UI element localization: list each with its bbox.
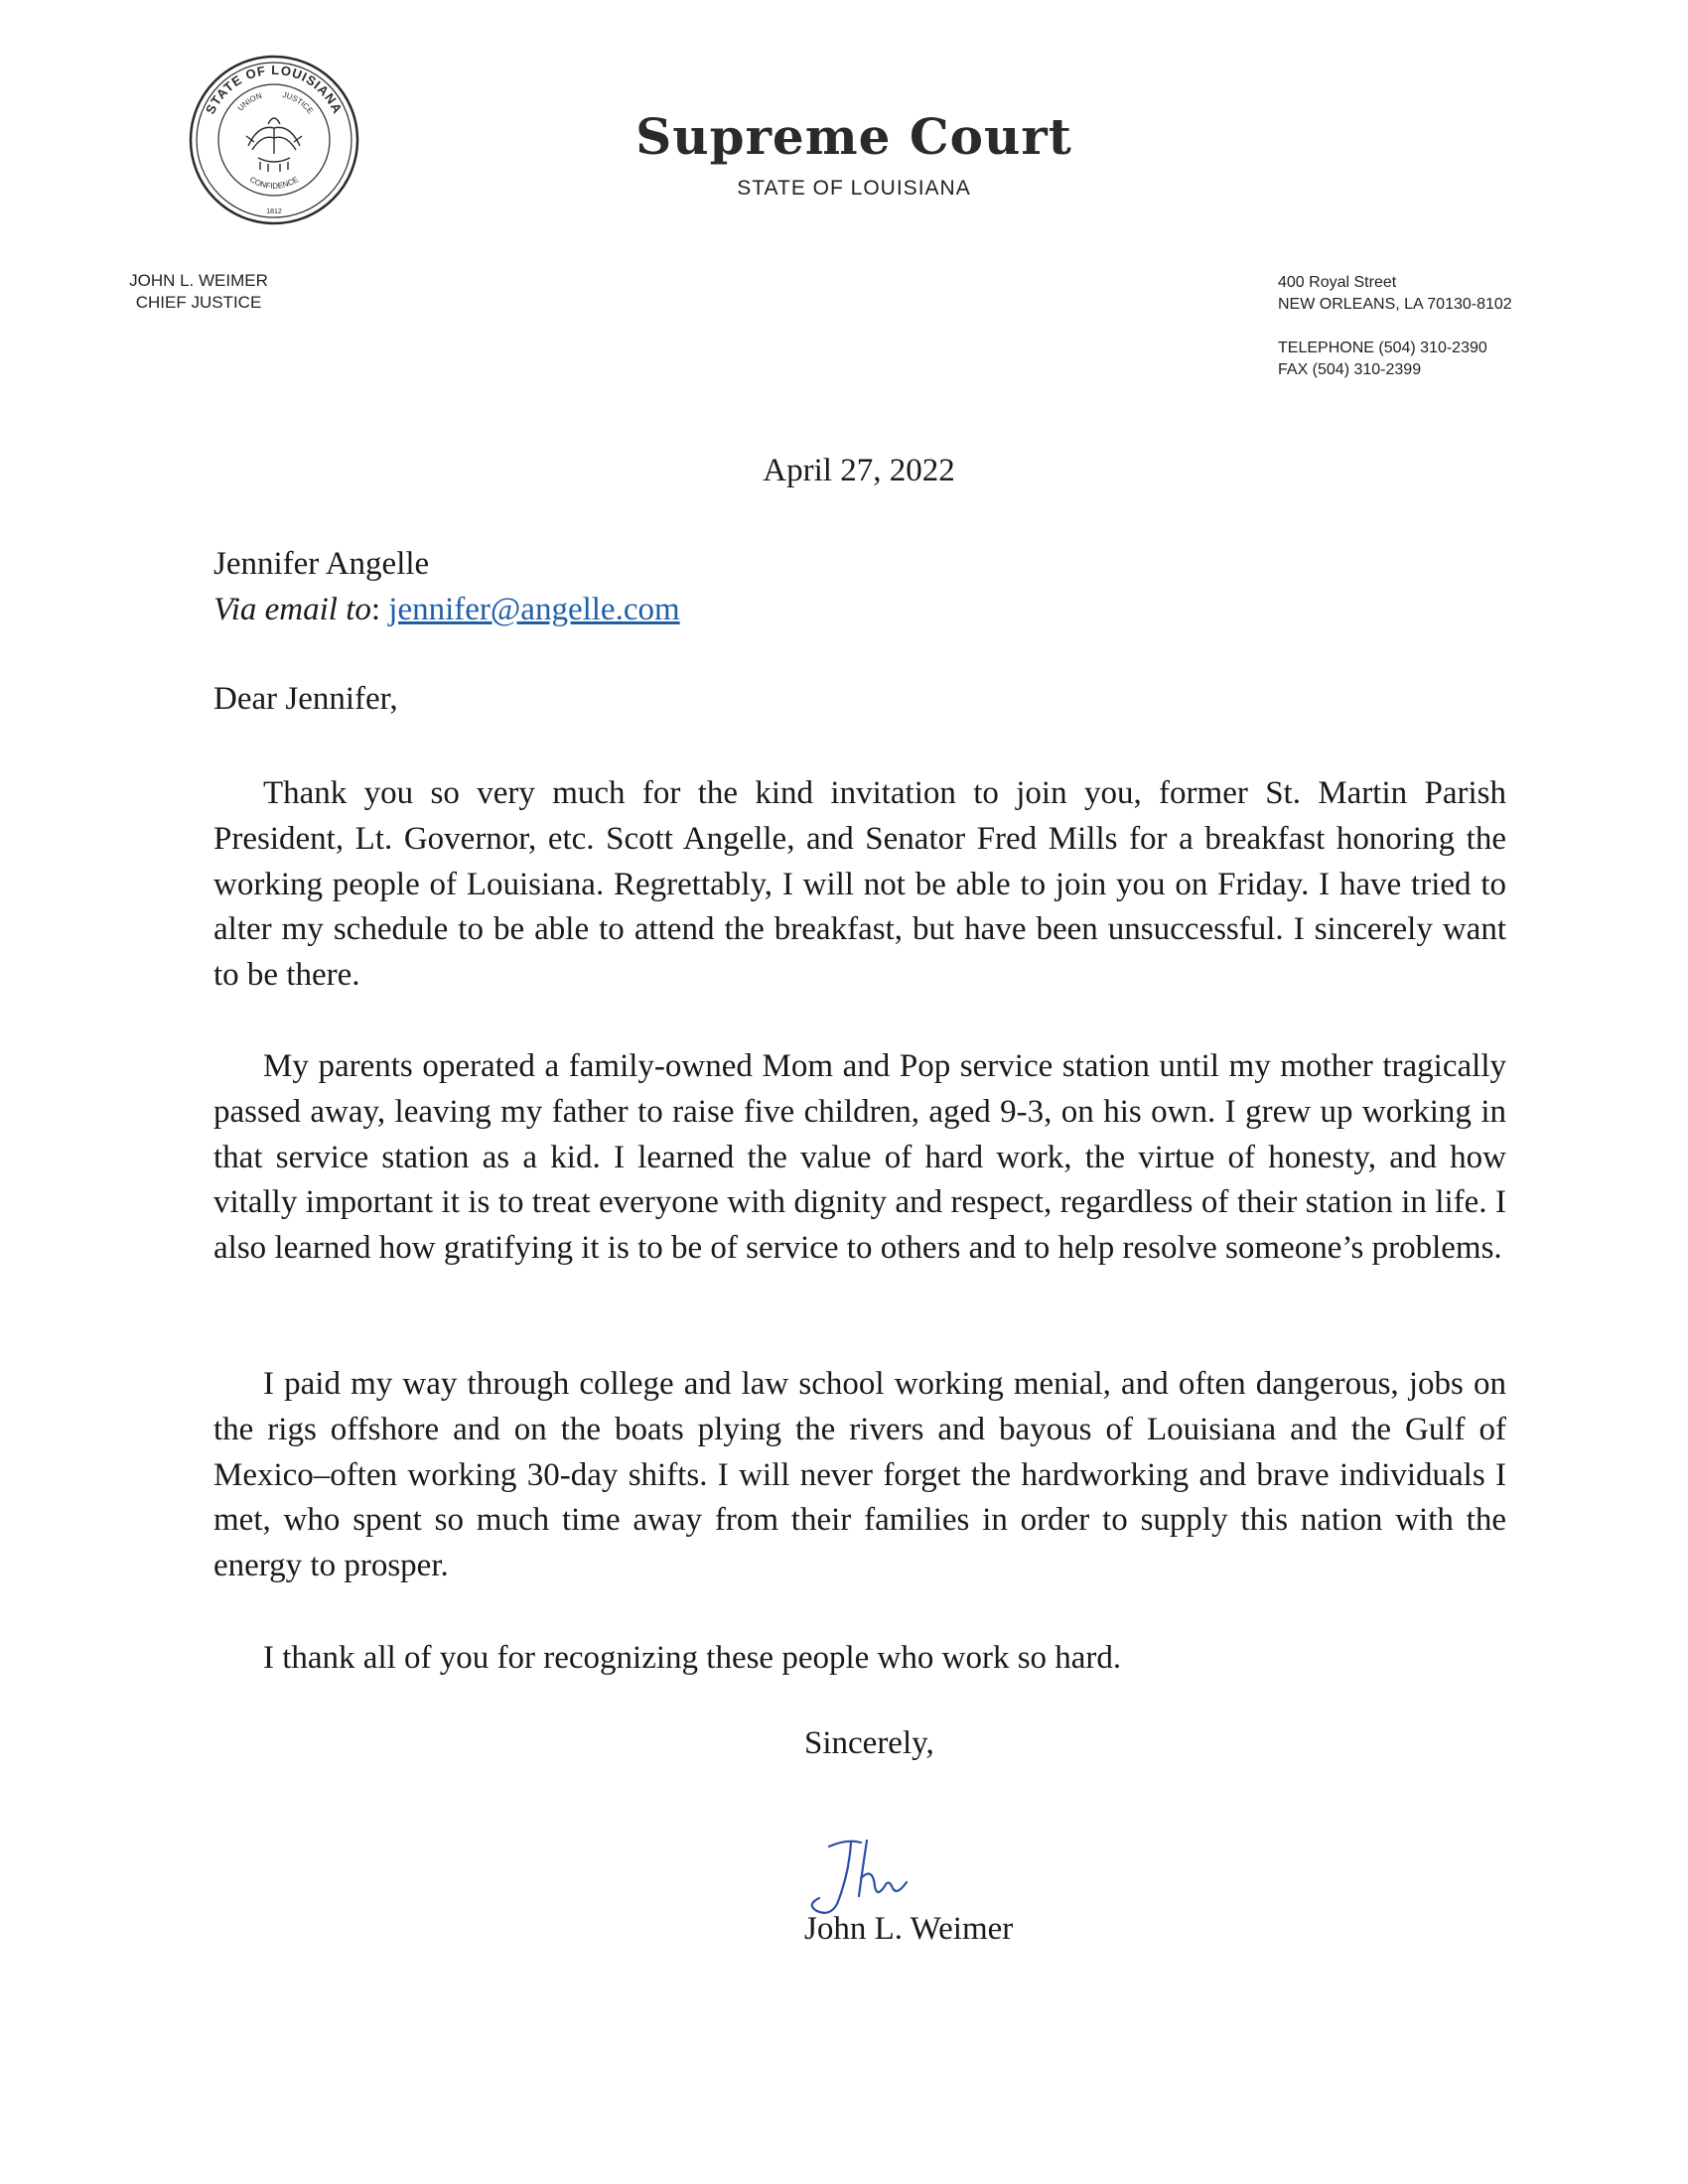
body-paragraph-4: I thank all of you for recognizing these people who work so hard. (263, 1640, 1122, 1676)
svg-text:CONFIDENCE: CONFIDENCE (248, 175, 300, 191)
chief-justice-block (99, 270, 298, 314)
seal-outer-text: STATE OF LOUISIANA (203, 62, 346, 117)
svg-text:JUSTICE: JUSTICE (281, 89, 316, 116)
fax: FAX (504) 310-2399 (1278, 361, 1422, 378)
recipient-email-link[interactable]: jennifer@angelle.com (388, 592, 680, 627)
address-line-1: 400 Royal Street (1278, 274, 1397, 291)
recipient-name: Jennifer Angelle (213, 546, 430, 582)
closing: Sincerely, (804, 1725, 934, 1761)
body-paragraph-3: I paid my way through college and law school working menial, and often dangerous, jobs on the rigs offshore and on the boats plying the rivers and bayous of Louisiana and the Gulf of Mexico–often working 30-day shifts. I will never forget the hardworking and brave individuals I met, who spent so much time away from their families in order to supply this nation with the energy to prosper. (213, 1366, 1506, 1584)
court-address-block (1278, 272, 1512, 381)
recipient-block (213, 541, 680, 632)
svg-text:UNION: UNION (235, 90, 263, 113)
via-colon: : (370, 592, 389, 627)
body-paragraph-2: My parents operated a family-owned Mom and Pop service station until my mother tragically passed away, leaving my father to raise five children, aged 9-3, on his own. I grew up working in that service station as a kid. I learned the value of hard work, the virtue of honesty, and how vitally important it is to treat everyone with dignity and respect, regardless of their station in life. I also learned how gratifying it is to be of service to others and to help resolve someone’s problems. (213, 1048, 1506, 1267)
address-line-2: NEW ORLEANS, LA 70130-8102 (1278, 296, 1512, 313)
justice-title: CHIEF JUSTICE (135, 293, 262, 312)
court-title: Supreme Court (635, 107, 1072, 166)
court-subtitle: STATE OF LOUISIANA (737, 177, 971, 200)
letter-date: April 27, 2022 (763, 453, 955, 488)
body-paragraph-1: Thank you so very much for the kind invitation to join you, former St. Martin Parish President, Lt. Governor, etc. Scott Angelle, and Senator Fred Mills for a breakfast honoring the working people of Louisiana. Regrettably, I will not be able to join you on Friday. I have tried to alter my schedule to be able to attend the breakfast, but have been unsuccessful. I sincerely want to be there. (213, 775, 1506, 994)
pelican-icon (246, 118, 302, 172)
louisiana-state-seal (189, 55, 359, 225)
recipient-via-line (213, 587, 680, 632)
justice-name: JOHN L. WEIMER (129, 271, 268, 290)
salutation: Dear Jennifer, (213, 681, 398, 717)
via-email-label: Via email to (213, 592, 371, 627)
svg-text:STATE OF LOUISIANA (203, 63, 346, 116)
telephone: TELEPHONE (504) 310-2390 (1278, 340, 1487, 356)
seal-year: 1812 (266, 208, 282, 215)
signer-name: John L. Weimer (804, 1911, 1014, 1947)
